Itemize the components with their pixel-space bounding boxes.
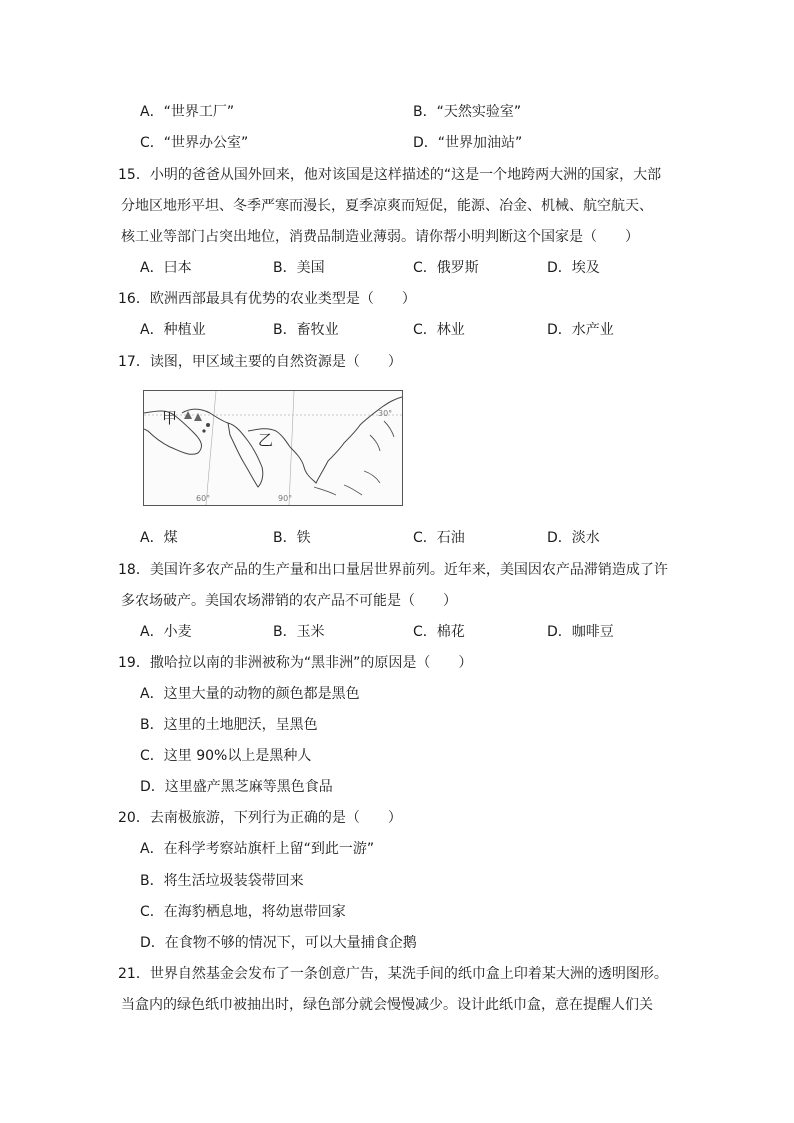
- q19-option-c[interactable]: C．这里 90%以上是黑种人: [140, 748, 312, 764]
- option-letter: C: [413, 530, 423, 546]
- q16-option-d[interactable]: D．水产业: [547, 322, 614, 338]
- q20-stem: [118, 808, 402, 828]
- q20-option-c[interactable]: C．在海豹栖息地，将幼崽带回家: [140, 904, 346, 920]
- option-text: 畜牧业: [296, 322, 339, 338]
- resource-marker: [206, 423, 210, 427]
- q15-stem-line-2: 分地区地形平坦、冬季严寒而漫长，夏季凉爽而短促，能源、冶金、机械、航空航天、: [121, 198, 653, 214]
- q17-option-c[interactable]: C．石油: [413, 530, 465, 546]
- longitude-line: [206, 391, 216, 505]
- option-text: 将生活垃圾装袋带回来: [163, 873, 304, 889]
- q21-stem-line-2: 当盒内的绿色纸巾被抽出时，绿色部分就会慢慢减少。设计此纸巾盒，意在提醒人们关: [121, 997, 653, 1013]
- option-letter: B: [140, 717, 150, 733]
- option-text: 这里 90%以上是黑种人: [163, 748, 312, 764]
- option-text: 小麦: [163, 624, 192, 640]
- question-number: 16．: [118, 291, 150, 307]
- option-letter: B: [140, 873, 150, 889]
- option-letter: D: [547, 624, 558, 640]
- option-letter: D: [413, 135, 424, 151]
- q14-option-d[interactable]: D．“世界加油站”: [413, 135, 523, 151]
- option-text: 玉米: [296, 624, 325, 640]
- option-text: 在食物不够的情况下，可以大量捕食企鹅: [164, 935, 417, 951]
- q16-option-b[interactable]: B．畜牧业: [273, 322, 339, 338]
- q20-option-a[interactable]: A．在科学考察站旗杆上留“到此一游”: [140, 841, 375, 857]
- longitude-label: 60°: [196, 494, 211, 503]
- question-number: 18．: [118, 562, 150, 578]
- q20-option-d[interactable]: D．在食物不够的情况下，可以大量捕食企鹅: [140, 935, 417, 951]
- q16-option-c[interactable]: C．林业: [413, 322, 465, 338]
- option-letter: A: [140, 686, 150, 702]
- question-text: 小明的爸爸从国外回来，他对该国是这样描述的“这是一个地跨两大洲的国家，大部: [149, 167, 662, 183]
- question-text: 去南极旅游，下列行为正确的是（ ）: [149, 810, 402, 826]
- option-text: 石油: [436, 530, 465, 546]
- q18-stem-line-2: 多农场破产。美国农场滞销的农产品不可能是（ ）: [121, 593, 457, 609]
- island-arc: [370, 421, 394, 451]
- option-letter: B: [273, 530, 283, 546]
- option-letter: D: [140, 935, 151, 951]
- option-text: “世界工厂”: [163, 104, 235, 120]
- option-letter: B: [273, 260, 283, 276]
- asia-map-figure: [143, 390, 403, 506]
- option-text: 淡水: [571, 530, 600, 546]
- question-number: 15．: [118, 167, 150, 183]
- q19-stem: [118, 653, 472, 673]
- q18-option-d[interactable]: D．咖啡豆: [547, 624, 614, 640]
- q17-option-b[interactable]: B．铁: [273, 530, 311, 546]
- question-text: 美国许多农产品的生产量和出口量居世界前列。近年来，美国因农产品滞销造成了许: [149, 562, 668, 578]
- question-number: 21．: [118, 966, 150, 982]
- option-letter: D: [547, 530, 558, 546]
- option-letter: A: [140, 624, 150, 640]
- q19-option-d[interactable]: D．这里盛产黑芝麻等黑色食品: [140, 779, 333, 795]
- option-text: 这里大量的动物的颜色都是黑色: [163, 686, 360, 702]
- q14-option-b[interactable]: B．“天然实验室”: [413, 104, 522, 120]
- option-text: 这里的土地肥沃，呈黑色: [163, 717, 318, 733]
- option-text: 铁: [296, 530, 311, 546]
- q18-stem-line-1: [118, 560, 668, 580]
- option-letter: A: [140, 841, 150, 857]
- question-text: 撒哈拉以南的非洲被称为“黑非洲”的原因是（ ）: [149, 655, 473, 671]
- question-number: 19．: [118, 655, 150, 671]
- option-text: “世界加油站”: [437, 135, 523, 151]
- q18-option-a[interactable]: A．小麦: [140, 624, 192, 640]
- q21-stem-line-1: [118, 964, 668, 984]
- option-text: “世界办公室”: [163, 135, 249, 151]
- option-letter: D: [140, 779, 151, 795]
- q15-stem-line-3: 核工业等部门占突出地位，消费品制造业薄弱。请你帮小明判断这个国家是（ ）: [121, 229, 639, 245]
- option-text: 煤: [163, 530, 178, 546]
- q15-option-a[interactable]: A．曰本: [140, 260, 192, 276]
- q17-option-a[interactable]: A．煤: [140, 530, 178, 546]
- option-letter: A: [140, 530, 150, 546]
- option-text: 种植业: [163, 322, 206, 338]
- q15-option-c[interactable]: C．俄罗斯: [413, 260, 479, 276]
- q16-stem: [118, 289, 416, 309]
- q14-option-c[interactable]: C．“世界办公室”: [140, 135, 249, 151]
- longitude-label: 90°: [278, 494, 293, 503]
- q20-option-b[interactable]: B．将生活垃圾装袋带回来: [140, 873, 304, 889]
- option-letter: C: [140, 135, 150, 151]
- latitude-label: 30°: [378, 409, 393, 418]
- q19-option-a[interactable]: A．这里大量的动物的颜色都是黑色: [140, 686, 360, 702]
- option-letter: B: [273, 624, 283, 640]
- question-text: 读图，甲区域主要的自然资源是（ ）: [149, 354, 402, 370]
- resource-marker: [202, 429, 205, 432]
- option-letter: B: [413, 104, 423, 120]
- region-label-yi: 乙: [258, 431, 274, 449]
- option-text: 在海豹栖息地，将幼崽带回家: [163, 904, 346, 920]
- option-letter: D: [547, 322, 558, 338]
- q19-option-b[interactable]: B．这里的土地肥沃，呈黑色: [140, 717, 318, 733]
- option-letter: D: [547, 260, 558, 276]
- question-text: 世界自然基金会发布了一条创意广告，某洗手间的纸巾盒上印着某大洲的透明图形。: [149, 966, 668, 982]
- option-letter: B: [273, 322, 283, 338]
- option-letter: A: [140, 322, 150, 338]
- resource-marker: [184, 411, 202, 421]
- option-letter: C: [140, 904, 150, 920]
- q18-option-c[interactable]: C．棉花: [413, 624, 465, 640]
- option-text: 咖啡豆: [571, 624, 614, 640]
- option-text: 林业: [436, 322, 465, 338]
- option-text: 水产业: [571, 322, 614, 338]
- q17-option-d[interactable]: D．淡水: [547, 530, 600, 546]
- q18-option-b[interactable]: B．玉米: [273, 624, 325, 640]
- q14-option-a[interactable]: A．“世界工厂”: [140, 104, 235, 120]
- question-text: 欧洲西部最具有优势的农业类型是（ ）: [149, 291, 416, 307]
- q15-option-b[interactable]: B．美国: [273, 260, 325, 276]
- option-letter: C: [413, 260, 423, 276]
- option-letter: C: [413, 624, 423, 640]
- q15-option-d[interactable]: D．埃及: [547, 260, 600, 276]
- option-text: 棉花: [436, 624, 465, 640]
- option-text: 在科学考察站旗杆上留“到此一游”: [163, 841, 375, 857]
- option-letter: C: [140, 748, 150, 764]
- option-letter: A: [140, 260, 150, 276]
- question-number: 17．: [118, 354, 150, 370]
- q17-stem: [118, 352, 402, 372]
- region-label-jia: 甲: [162, 409, 178, 427]
- option-letter: A: [140, 104, 150, 120]
- option-text: 这里盛产黑芝麻等黑色食品: [164, 779, 333, 795]
- islands-outline: [314, 471, 380, 495]
- question-number: 20．: [118, 810, 150, 826]
- option-text: 曰本: [163, 260, 192, 276]
- q15-stem-line-1: [118, 165, 661, 185]
- option-text: 美国: [296, 260, 325, 276]
- option-text: 埃及: [571, 260, 600, 276]
- option-text: “天然实验室”: [436, 104, 522, 120]
- option-text: 俄罗斯: [436, 260, 479, 276]
- q16-option-a[interactable]: A．种植业: [140, 322, 206, 338]
- option-letter: C: [413, 322, 423, 338]
